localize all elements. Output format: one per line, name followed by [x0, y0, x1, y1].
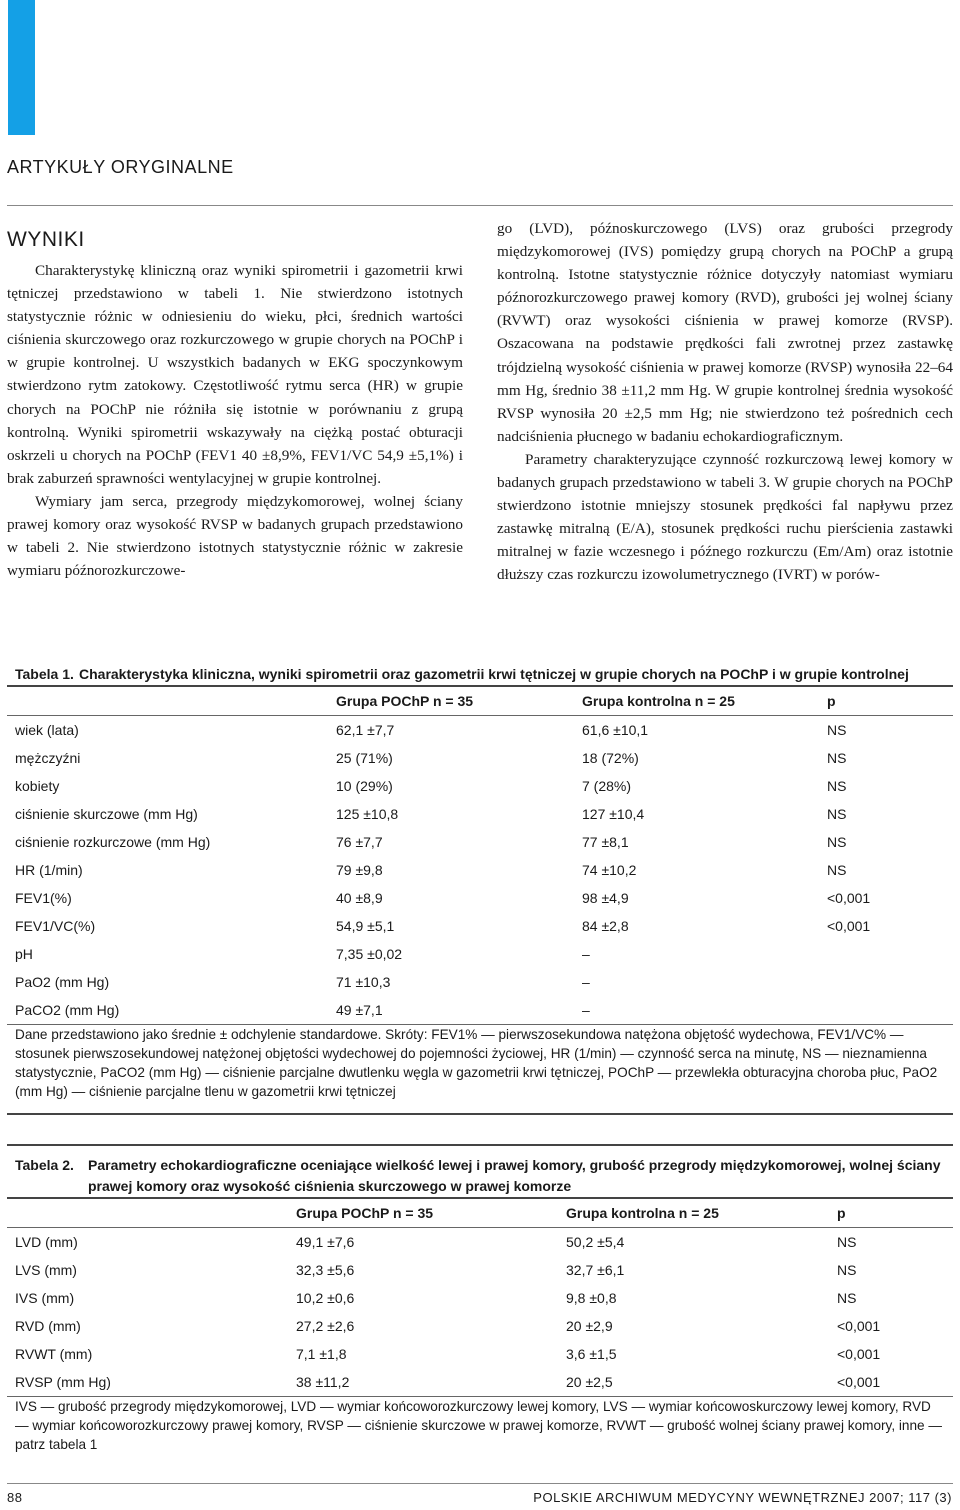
table-cell: <0,001	[837, 1318, 881, 1334]
table-cell: 40 ±8,9	[336, 890, 383, 906]
table-row	[7, 1256, 953, 1284]
column-header: Grupa kontrolna n = 25	[566, 1205, 719, 1221]
journal-name: POLSKIE ARCHIWUM MEDYCYNY WEWNĘTRZNEJ 2007; 117 (3)	[533, 1490, 952, 1505]
row-label: PaCO2 (mm Hg)	[15, 1002, 120, 1018]
row-label: LVS (mm)	[15, 1262, 77, 1278]
row-label: pH	[15, 946, 33, 962]
table-cell: –	[582, 974, 590, 990]
table-row	[7, 800, 953, 828]
table-cell: 10,2 ±0,6	[296, 1290, 355, 1306]
table-cell: NS	[837, 1234, 857, 1250]
table-body	[7, 716, 953, 1024]
table-cell: 10 (29%)	[336, 778, 393, 794]
table-cell: 18 (72%)	[582, 750, 639, 766]
table-2	[7, 1144, 953, 1454]
table-row	[7, 772, 953, 800]
row-label: kobiety	[15, 778, 60, 794]
table-cell: <0,001	[837, 1374, 881, 1390]
table-row	[7, 856, 953, 884]
table-rule	[7, 1113, 953, 1115]
row-label: FEV1/VC(%)	[15, 918, 96, 934]
table-rule	[7, 1144, 953, 1146]
paragraph: Charakterystykę kliniczną oraz wyniki spirometrii i gazometrii krwi tętniczej przedstawiono w tabeli 1. Nie stwierdzono istotnych statystycznie różnic w odniesieniu do wieku, płci, średnich wartości ciśnienia skurczowego oraz rozkurczowego w grupie chorych na POChP i w grupie kontrolnej. U wszystkich badanych w EKG spoczynkowym stwierdzono rytm zatokowy. Częstotliwość rytmu serca (HR) w grupie chorych na POChP nie różniła się istotnie w porównaniu z grupą kontrolną. Wyniki spirometrii wskazywały na ciężką postać obturacji oskrzeli u chorych na POChP (FEV1 40 ±8,9%, FEV1/VC 54,9 ±5,1%) i brak zaburzeń sprawności wentylacyjnej w grupie kontrolnej.	[7, 262, 463, 487]
table-note: IVS — grubość przegrody międzykomorowej, LVD — wymiar końcoworozkurczowy lewej komory, LVS — wymiar końcowoskurczowy lewej komory, RVD — wymiar końcoworozkurczowy prawej komory, RVSP — ciśnienie skurczowe w prawej komorze, RVWT — grubość wolnej ściany prawej komory, inne — patrz tabela 1	[15, 1399, 942, 1452]
table-row	[7, 884, 953, 912]
table-cell: –	[582, 946, 590, 962]
table-row	[7, 968, 953, 996]
table-note: Dane przedstawiono jako średnie ± odchylenie standardowe. Skróty: FEV1% — pierwszosekundowa natężona objętość wydechowa, FEV1/VC% — stosunek pierwszosekundowej natężonej objętości wydechowej do pojemności życiowej, HR (1/min) — czynność serca na minutę, NS — nieznamienna statystycznie, PaCO2 (mm Hg) — ciśnienie parcjalne dwutlenku węgla w gazometrii krwi tętniczej, POChP — przewlekła obturacyjna choroba płuc, PaO2 (mm Hg) — ciśnienie parcjalne tlenu w gazometrii krwi tętniczej	[15, 1027, 938, 1099]
table-cell: 98 ±4,9	[582, 890, 629, 906]
column-header: p	[827, 693, 836, 709]
table-cell: 127 ±10,4	[582, 806, 645, 822]
table-caption-label: Tabela 1.	[15, 666, 74, 682]
row-label: IVS (mm)	[15, 1290, 75, 1306]
table-row	[7, 1340, 953, 1368]
column-header: Grupa POChP n = 35	[296, 1205, 434, 1221]
table-cell: 49 ±7,1	[336, 1002, 383, 1018]
row-label: LVD (mm)	[15, 1234, 78, 1250]
table-caption	[7, 664, 953, 685]
table-cell: 20 ±2,9	[566, 1318, 613, 1334]
table-cell: 77 ±8,1	[582, 834, 629, 850]
table-cell: 7,35 ±0,02	[336, 946, 403, 962]
right-column	[497, 217, 953, 587]
table-cell: 62,1 ±7,7	[336, 722, 395, 738]
row-label: wiek (lata)	[15, 722, 79, 738]
table-cell: 84 ±2,8	[582, 918, 629, 934]
page-number: 88	[7, 1490, 23, 1505]
table-cell: 50,2 ±5,4	[566, 1234, 625, 1250]
row-label: RVWT (mm)	[15, 1346, 93, 1362]
column-header: Grupa POChP n = 35	[336, 693, 474, 709]
table-row	[7, 1284, 953, 1312]
table-cell: 61,6 ±10,1	[582, 722, 649, 738]
row-label: FEV1(%)	[15, 890, 72, 906]
table-row	[7, 828, 953, 856]
table-header-row	[7, 1199, 953, 1227]
table-cell: NS	[827, 778, 847, 794]
section-label: ARTYKUŁY ORYGINALNE	[7, 157, 234, 177]
table-row	[7, 744, 953, 772]
table-cell: NS	[837, 1290, 857, 1306]
footer-divider	[7, 1483, 953, 1484]
table-cell: 38 ±11,2	[296, 1374, 350, 1390]
row-label: PaO2 (mm Hg)	[15, 974, 110, 990]
table-cell: <0,001	[827, 890, 871, 906]
table-row	[7, 996, 953, 1024]
table-cell: 32,7 ±6,1	[566, 1262, 625, 1278]
paragraph: go (LVD), późnoskurczowego (LVS) oraz grubości przegrody międzykomorowej (IVS) pomiędzy grupą chorych na POChP a grupą kontrolną. Istotne statystycznie różnice dotyczyły natomiast wymiaru późnorozkurczowego prawej komory (RVD), grubości jej wolnej ściany (RVWT) oraz wysokości ciśnienia w prawej komorze (RVSP). Oszacowana na podstawie prędkości fali zwrotnej przez zastawkę trójdzielną wysokość ciśnienia w prawej komorze (RVSP) wynosiła 22–64 mm Hg, średnio 38 ±11,2 mm Hg. W grupie kontrolnej średnia wysokość RVSP wynosiła 20 ±2,5 mm Hg; nie stwierdzono też pośrednich cech nadciśnienia płucnego w badaniu echokardiograficznym.	[497, 220, 953, 445]
table-row	[7, 940, 953, 968]
table-cell: 54,9 ±5,1	[336, 918, 395, 934]
table-body	[7, 1228, 953, 1396]
row-label: RVSP (mm Hg)	[15, 1374, 111, 1390]
table-cell: NS	[827, 722, 847, 738]
table-caption-text: Charakterystyka kliniczna, wyniki spirometrii oraz gazometrii krwi tętniczej w grupie chorych na POChP i w grupie kontrolnej	[79, 666, 909, 682]
table-caption-label: Tabela 2.	[15, 1157, 74, 1173]
table-header-row	[7, 687, 953, 715]
table-cell: 76 ±7,7	[336, 834, 383, 850]
table-cell: 79 ±9,8	[336, 862, 383, 878]
table-cell: NS	[827, 834, 847, 850]
table-cell: 7,1 ±1,8	[296, 1346, 347, 1362]
table-cell: NS	[827, 806, 847, 822]
accent-bar	[8, 0, 35, 135]
table-cell: 3,6 ±1,5	[566, 1346, 617, 1362]
table-cell: NS	[827, 862, 847, 878]
row-label: ciśnienie skurczowe (mm Hg)	[15, 806, 198, 822]
table-cell: 125 ±10,8	[336, 806, 399, 822]
table-cell: 20 ±2,5	[566, 1374, 613, 1390]
row-label: RVD (mm)	[15, 1318, 81, 1334]
column-header: p	[837, 1205, 846, 1221]
row-label: HR (1/min)	[15, 862, 83, 878]
table-cell: 9,8 ±0,8	[566, 1290, 617, 1306]
row-label: ciśnienie rozkurczowe (mm Hg)	[15, 834, 211, 850]
table-cell: <0,001	[837, 1346, 881, 1362]
table-cell: 25 (71%)	[336, 750, 393, 766]
table-cell: 32,3 ±5,6	[296, 1262, 355, 1278]
table-cell: –	[582, 1002, 590, 1018]
table-cell: NS	[837, 1262, 857, 1278]
left-column	[7, 259, 463, 582]
table-row	[7, 716, 953, 744]
table-caption	[7, 1155, 953, 1197]
section-heading: WYNIKI	[7, 228, 85, 251]
table-cell: 71 ±10,3	[336, 974, 391, 990]
table-cell: NS	[827, 750, 847, 766]
table-cell: <0,001	[827, 918, 871, 934]
table-row	[7, 912, 953, 940]
paragraph: Parametry charakteryzujące czynność rozkurczową lewej komory w badanych grupach przedstawiono w tabeli 3. W grupie chorych na POChP stwierdzono istotnie mniejszy stosunek prędkości fal napływu przez zastawkę mitralną (E/A), stosunek prędkości ruchu pierścienia zastawki mitralnej w fazie wczesnego i późnego rozkurczu (Em/Am) oraz istotnie dłuższy czas rozkurczu izowolumetrycznego (IVRT) w porów-	[497, 450, 953, 584]
table-row	[7, 1312, 953, 1340]
row-label: mężczyźni	[15, 750, 81, 766]
paragraph: Wymiary jam serca, przegrody międzykomorowej, wolnej ściany prawej komory oraz wysokość RVSP w badanych grupach przedstawiono w tabeli 2. Nie stwierdzono istotnych statystycznie różnic w zakresie wymiaru późnorozkurczowe-	[7, 492, 463, 580]
table-cell: 49,1 ±7,6	[296, 1234, 355, 1250]
column-header: Grupa kontrolna n = 25	[582, 693, 735, 709]
table-1	[7, 664, 953, 1115]
table-row	[7, 1368, 953, 1396]
table-cell: 74 ±10,2	[582, 862, 637, 878]
table-caption-text: Parametry echokardiograficzne oceniające wielkość lewej i prawej komory, grubość przegrody międzykomorowej, wolnej ściany prawej komory oraz wysokość ciśnienia skurczowego w prawej komorze	[88, 1157, 941, 1194]
table-cell: 27,2 ±2,6	[296, 1318, 355, 1334]
table-row	[7, 1228, 953, 1256]
top-divider	[7, 205, 953, 206]
table-cell: 7 (28%)	[582, 778, 632, 794]
